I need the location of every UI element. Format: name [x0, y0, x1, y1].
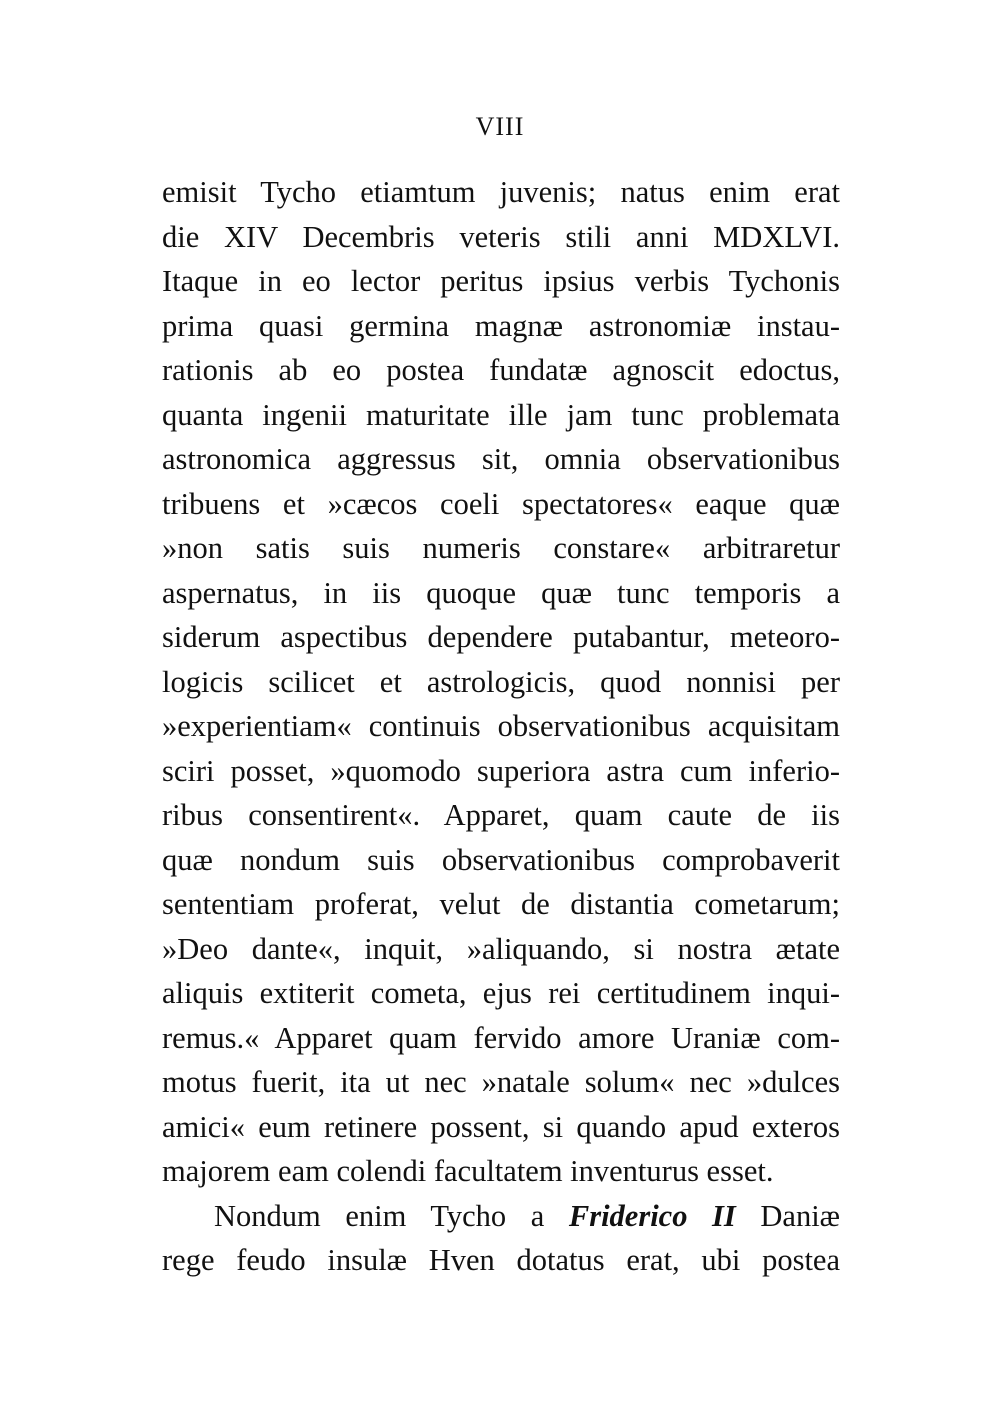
text-line: quæ nondum suis observationibus comprobaverit [162, 842, 840, 877]
text-line: logicis scilicet et astrologicis, quod nonnisi per [162, 664, 840, 699]
text-line: amici« eum retinere possent, si quando apud exteros [162, 1109, 840, 1144]
text-line: majorem eam colendi facultatem inventurus esset. [162, 1154, 774, 1188]
text-line: motus fuerit, ita ut nec »natale solum« nec »dulces [162, 1065, 840, 1099]
text-segment: Nondum enim Tycho a [214, 1198, 545, 1233]
text-line: emisit Tycho etiamtum juvenis; natus enim erat [162, 175, 840, 209]
text-line: sententiam proferat, velut de distantia cometarum; [162, 887, 840, 921]
text-line: ribus consentirent«. Apparet, quam caute de iis [162, 798, 840, 832]
text-line: »Deo dante«, inquit, »aliquando, si nostra ætate [162, 931, 840, 966]
text-line: remus.« Apparet quam fervido amore Uraniæ com- [162, 1020, 840, 1055]
text-line: rationis ab eo postea fundatæ agnoscit edoctus, [162, 353, 840, 387]
text-line: Itaque in eo lector peritus ipsius verbis Tychonis [162, 264, 840, 298]
text-line: tribuens et »cæcos coeli spectatores« eaque quæ [162, 486, 840, 521]
italic-name: Friderico II [568, 1198, 736, 1233]
text-line: quanta ingenii maturitate ille jam tunc problemata [162, 397, 840, 432]
text-line: rege feudo insulæ Hven dotatus erat, ubi postea [162, 1243, 840, 1277]
text-line: die XIV Decembris veteris stili anni MDXLVI. [162, 219, 840, 254]
body-text [162, 170, 840, 1283]
paragraph-start-line [162, 1194, 840, 1239]
text-line: aspernatus, in iis quoque quæ tunc temporis a [162, 575, 840, 610]
text-line: astronomica aggressus sit, omnia observationibus [162, 442, 840, 476]
text-line: »experientiam« continuis observationibus acquisitam [162, 709, 840, 743]
text-line: »non satis suis numeris constare« arbitraretur [162, 531, 840, 565]
text-line: prima quasi germina magnæ astronomiæ instau- [162, 308, 840, 343]
text-line: sciri posset, »quomodo superiora astra cum inferio- [162, 753, 840, 788]
text-line: aliquis extiterit cometa, ejus rei certitudinem inqui- [162, 976, 840, 1010]
text-segment: Daniæ [760, 1198, 841, 1233]
page-number: VIII [475, 112, 525, 141]
text-line: siderum aspectibus dependere putabantur, meteoro- [162, 620, 840, 654]
